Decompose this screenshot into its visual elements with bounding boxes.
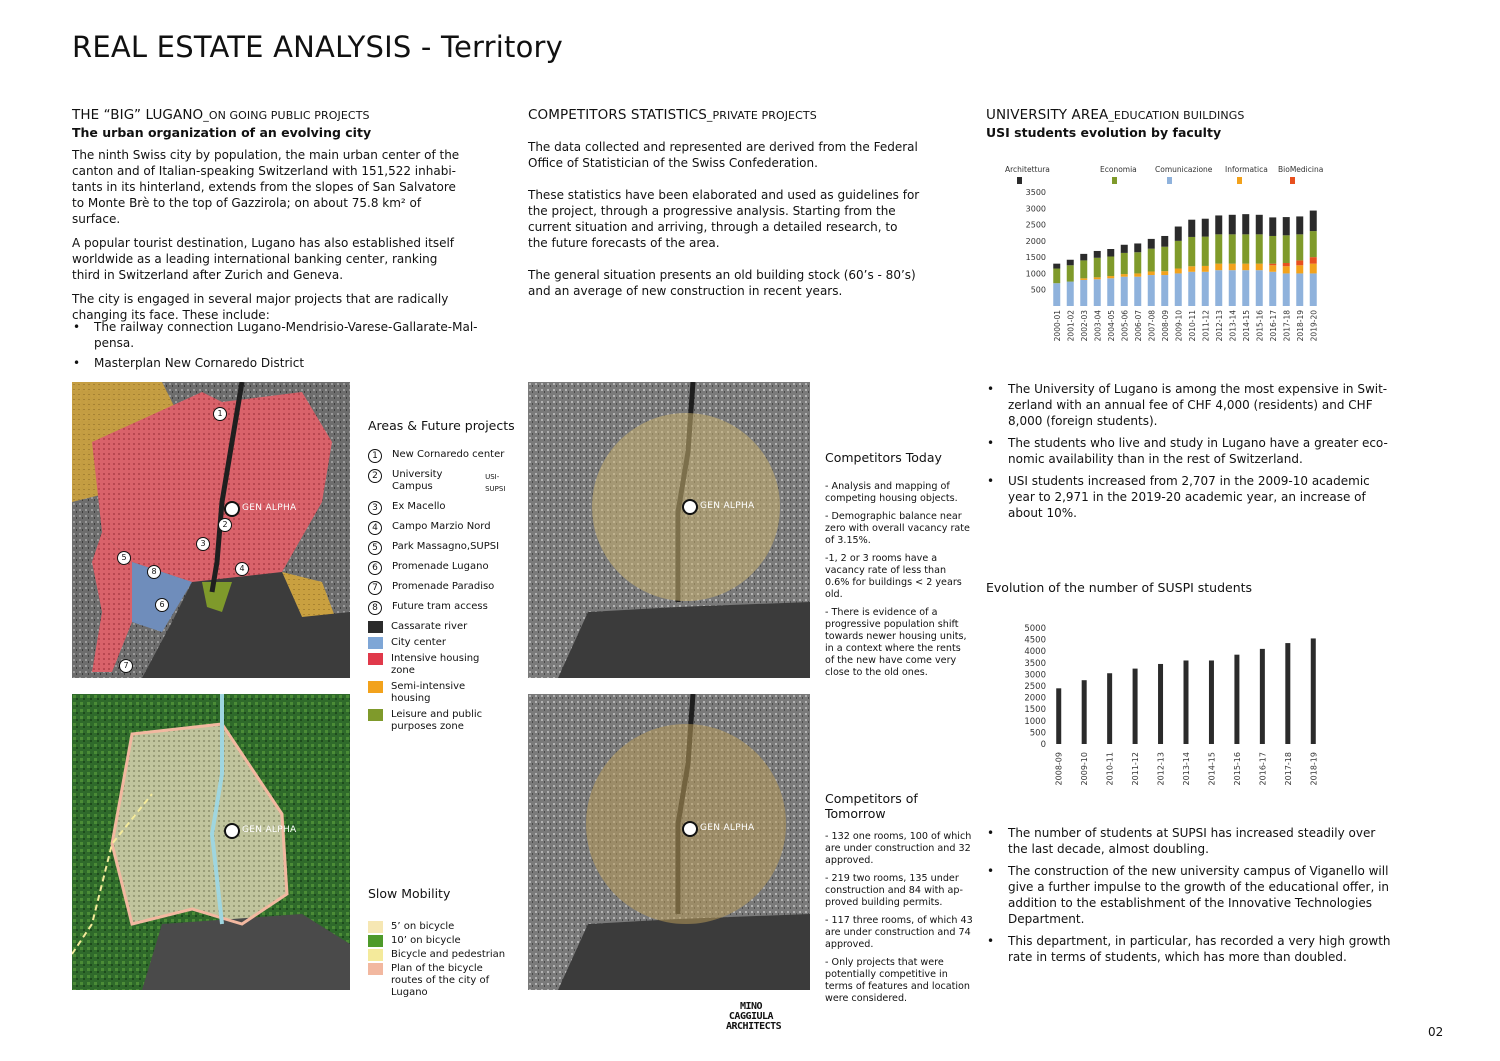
legend-item [368,621,518,633]
areas-legend-swatches [368,621,518,733]
list-item: -1, 2 or 3 rooms have a vacancy rate of less than 0.6% for buildings < 2 years old. [825,553,962,600]
map-marker-6: 6 [155,598,169,612]
y-tick-label: 1000 [1024,716,1046,727]
bar [1260,649,1265,744]
legend-label: Campo Marzio Nord [392,521,491,532]
bar [1067,282,1074,306]
page-number: 02 [1428,1025,1444,1039]
legend-label: City center [391,637,446,648]
bar [1242,214,1249,234]
list-item: - There is evidence of a progressive population shift towards newer housing units, in a context where the rents of the new have come very close to the old ones. [825,607,967,678]
bar [1053,283,1060,306]
col2-heading-small: _PRIVATE PROJECTS [706,109,817,122]
bar [1209,660,1214,744]
col1-para2: A popular tourist destination, Lugano has also established itself worldwide as a leading international banking center, ranking third in Switzerland after Zurich and Geneva. [72,236,455,282]
x-tick-label: 2017-18 [1283,752,1293,786]
legend-number: 3 [368,501,382,515]
map-marker-8: 8 [147,565,161,579]
mobility-legend-swatches [368,921,518,999]
x-tick-label: 2018-19 [1309,752,1319,786]
bar [1242,270,1249,306]
legend-number: 5 [368,541,382,555]
x-tick-label: 2014-15 [1241,310,1251,342]
bar [1080,278,1087,280]
legend-label: 5’ on bicycle [391,921,455,932]
bar [1311,638,1316,744]
bar [1188,272,1195,306]
col1-body [72,147,464,331]
x-tick-label: 2006-07 [1133,310,1143,342]
bar [1094,279,1101,306]
list-item: - 132 one rooms, 100 of which are under construction and 32 approved. [825,831,972,866]
bar [1285,643,1290,744]
competitors-today-title: Competitors Today [825,450,942,465]
col3-heading-main: UNIVERSITY AREA [986,107,1109,123]
list-item: • The construction of the new university campus of Viganello will give a further impulse to the growth of the educational offer, in addition to the establishment of the Innovative Technologies Department. [1008,863,1398,927]
legend-item [368,561,518,575]
x-tick-label: 2012-13 [1214,310,1224,342]
legend-item [368,521,518,535]
legend-swatch [368,921,383,933]
y-tick-label: 2000 [1024,693,1046,704]
areas-map [72,382,350,678]
list-item: - Only projects that were potentially competitive in terms of features and location were considered. [825,957,970,1004]
legend-label: Intensive housing zone [391,653,480,676]
bar [1229,264,1236,271]
legend-number: 1 [368,449,382,463]
x-tick-label: 2013-14 [1182,752,1191,786]
legend-item [368,681,518,705]
bar [1161,247,1168,271]
bar [1269,217,1276,236]
legend-label: Park Massagno,SUPSI [392,541,500,552]
legend-item [368,469,518,495]
bar [1107,673,1112,744]
gen-alpha-pin [682,821,698,837]
bar [1283,217,1290,235]
bar [1158,664,1163,744]
competitors-tomorrow-map-image [528,694,810,990]
x-tick-label: 2017-18 [1282,310,1292,342]
col1-subheading: The urban organization of an evolving city [72,125,372,140]
x-tick-label: 2011-12 [1131,752,1141,786]
bar [1215,270,1222,306]
legend-swatch [368,949,383,961]
bar [1283,266,1290,273]
legend-number: 8 [368,601,382,615]
legend-label: Plan of the bicycle routes of the city of Lugano [391,963,490,998]
legend-label: Comunicazione [1155,165,1213,174]
areas-legend-title: Areas & Future projects [368,418,515,433]
bar [1310,264,1317,274]
bar [1067,260,1074,266]
bar [1080,260,1087,278]
legend-item [368,935,518,947]
bar [1056,688,1061,744]
legend-label: Informatica [1225,165,1268,174]
bar [1296,234,1303,260]
x-tick-label: 2002-03 [1079,310,1089,342]
bar [1296,216,1303,234]
map-marker-3: 3 [196,537,210,551]
bar [1202,266,1209,272]
legend-label: Promenade Paradiso [392,581,495,592]
supsi-students-chart [1010,620,1340,810]
bar [1134,277,1141,306]
bar [1256,215,1263,235]
bar [1080,254,1087,261]
bar [1175,241,1182,269]
col1-header [72,107,472,140]
legend-label: Cassarate river [391,621,468,632]
x-tick-label: 2009-10 [1174,310,1184,342]
col2-para1: The data collected and represented are derived from the Federal Office of Statistician of the Swiss Confederation. [528,140,918,170]
map-marker-7: 7 [119,659,133,673]
col3-bullets-1 [986,381,1393,525]
bar [1080,280,1087,306]
bar [1229,234,1236,263]
competitors-tomorrow-map [528,694,810,990]
bar [1148,239,1155,249]
legend-label: Architettura [1005,165,1050,174]
legend-label: Leisure and public purposes zone [391,709,483,732]
bar [1202,219,1209,237]
bar [1107,278,1114,306]
y-tick-label: 1500 [1024,705,1046,716]
list-item: • This department, in particular, has recorded a very high growth rate in terms of students, which has more than doubled. [1008,933,1398,965]
bar [1202,272,1209,306]
list-item: • Masterplan New Cornaredo District [94,355,486,371]
bar [1094,258,1101,278]
y-tick-label: 2500 [1025,220,1046,230]
competitors-tomorrow-title: Competitors of Tomorrow [825,791,918,821]
legend-swatch [368,963,383,975]
bar [1256,264,1263,271]
bar [1134,273,1141,276]
bar [1269,265,1276,272]
y-tick-label: 3500 [1024,658,1046,669]
legend-swatch [1017,177,1022,184]
legend-label: 10’ on bicycle [391,935,461,946]
col3-heading-small: _EDUCATION BUILDINGS [1108,109,1245,122]
y-tick-label: 0 [1040,740,1046,750]
legend-item [368,449,518,463]
legend-swatch [368,637,383,649]
areas-map-image [72,382,350,678]
legend-swatch [368,621,383,633]
x-tick-label: 2015-16 [1232,752,1242,786]
x-tick-label: 2014-15 [1207,752,1217,786]
legend-item [368,963,518,999]
mobility-legend-title: Slow Mobility [368,886,451,901]
legend-label: Future tram access [392,601,488,612]
x-tick-label: 2005-06 [1120,310,1130,342]
y-tick-label: 4500 [1024,635,1046,646]
legend-item [368,709,518,733]
bar [1215,215,1222,234]
legend-item [368,541,518,555]
bar [1215,234,1222,263]
legend-item [368,921,518,933]
col1-bullets [72,319,486,375]
bar [1256,270,1263,306]
areas-legend-numbered [368,449,518,615]
x-tick-label: 2007-08 [1147,310,1157,342]
y-tick-label: 3500 [1025,188,1046,197]
bar [1161,275,1168,306]
legend-label: BioMedicina [1278,165,1324,174]
legend-swatch [368,681,383,693]
bar [1148,275,1155,306]
bar [1082,680,1087,744]
x-tick-label: 2003-04 [1093,310,1103,342]
bar [1283,263,1290,266]
bar [1067,265,1074,281]
bar [1242,234,1249,263]
bar [1283,273,1290,306]
col1-heading [72,107,472,123]
bar [1269,236,1276,264]
bar [1161,271,1168,275]
bar [1234,655,1239,744]
bar [1242,264,1249,271]
list-item: - 219 two rooms, 135 under construction and 84 with ap-proved building permits. [825,873,963,908]
legend-label: Promenade Lugano [392,561,489,572]
x-tick-label: 2004-05 [1106,310,1116,342]
list-item: • The University of Lugano is among the most expensive in Swit-zerland with an annual fee of CHF 4,000 (residents) and CHF 8,000 (foreign students). [1008,381,1393,429]
bar [1310,211,1317,232]
col3-subheading: USI students evolution by faculty [986,125,1222,140]
legend-label: Semi-intensive housing [391,681,466,704]
col1-heading-small: _ON GOING PUBLIC PROJECTS [203,109,370,122]
legend-item [368,637,518,649]
y-tick-label: 3000 [1024,670,1046,681]
gen-alpha-label: GEN ALPHA [700,823,755,833]
col2-heading-main: COMPETITORS STATISTICS [528,107,707,123]
list-item: - Analysis and mapping of competing housing objects. [825,481,958,504]
col2-para2: These statistics have been elaborated and used as guidelines for the project, through a progressive analysis. Starting from the current situation and arriving, through a detailed research, to the future forecasts of the area. [528,188,920,250]
list-item: - Demographic balance near zero with overall vacancy rate of 3.15%. [825,511,970,546]
competitors-tomorrow [825,791,975,1011]
x-tick-label: 2000-01 [1052,310,1062,342]
x-tick-label: 2015-16 [1255,310,1265,342]
col2-heading [528,107,928,123]
legend-item [368,581,518,595]
bar [1121,253,1128,274]
bar [1296,265,1303,273]
bar [1121,245,1128,253]
competitors-today-map-image [528,382,810,678]
bar [1310,273,1317,306]
bar [1053,269,1060,284]
legend-label: Bicycle and pedestrian [391,949,506,960]
bar [1107,249,1114,256]
bar [1121,277,1128,306]
bar [1296,273,1303,306]
x-tick-label: 2010-11 [1105,752,1115,786]
legend-item [368,949,518,961]
legend-swatch [1167,177,1172,184]
page-title: REAL ESTATE ANALYSIS - Territory [72,30,564,64]
x-tick-label: 2008-09 [1054,752,1064,786]
bar [1283,235,1290,263]
bar [1256,234,1263,263]
col3-bullets-2 [986,825,1398,969]
map-marker-1: 1 [213,407,227,421]
bar [1094,251,1101,258]
gen-alpha-label: GEN ALPHA [242,825,297,835]
col1-heading-main: THE “BIG” LUGANO [72,107,204,123]
list-item: • USI students increased from 2,707 in the 2009-10 academic year to 2,971 in the 2019-20 academic year, an increase of about 10%. [1008,473,1393,521]
legend-swatch [368,935,383,947]
y-tick-label: 5000 [1024,624,1046,634]
list-item: • The students who live and study in Lugano have a greater eco-nomic availability than in the rest of Switzerland. [1008,435,1393,467]
gen-alpha-pin [682,499,698,515]
col1-para1: The ninth Swiss city by population, the main urban center of the canton and of Italian-speaking Switzerland with 151,522 inhabi-tants in its hinterland, extends from the slopes of San Salvatore to Monte Brè to the top of Gazzirola; on about 75.8 km² of surface. [72,148,460,226]
col2-header [528,107,928,123]
bar [1310,231,1317,257]
x-tick-label: 2016-17 [1268,310,1278,342]
legend-label: New Cornaredo center [392,449,505,460]
mobility-map [72,694,350,990]
col2-body [528,139,920,307]
legend-label-suffix: USI-SUPSI [485,473,506,493]
mobility-map-image [72,694,350,990]
bar [1188,237,1195,266]
bar [1229,215,1236,235]
legend-item [368,653,518,677]
bar [1148,271,1155,275]
y-tick-label: 2000 [1025,236,1046,246]
bar [1148,249,1155,272]
legend-swatch [1290,177,1295,184]
legend-swatch [368,653,383,665]
list-item: - 117 three rooms, of which 43 are under construction and 74 approved. [825,915,973,950]
x-tick-label: 2013-14 [1228,310,1238,342]
mobility-legend [368,886,518,1001]
map-marker-2: 2 [218,518,232,532]
bar [1094,277,1101,279]
legend-item [368,601,518,615]
competitors-today [825,450,970,685]
col1-para3: The city is engaged in several major projects that are radically changing its face. These include: [72,292,449,322]
bar [1107,256,1114,276]
bar [1161,236,1168,247]
legend-swatch [1237,177,1242,184]
x-tick-label: 2001-02 [1066,310,1076,342]
legend-number: 6 [368,561,382,575]
x-tick-label: 2019-20 [1309,310,1319,342]
bar [1175,273,1182,306]
list-item: • The railway connection Lugano-Mendrisio-Varese-Gallarate-Mal-pensa. [94,319,486,351]
map-marker-5: 5 [117,551,131,565]
legend-number: 7 [368,581,382,595]
bar [1188,266,1195,272]
areas-legend [368,418,518,737]
y-tick-label: 1500 [1025,253,1046,263]
competitors-today-map [528,382,810,678]
gen-alpha-pin [224,823,240,839]
bar [1133,669,1138,744]
bar [1134,252,1141,273]
gen-alpha-label: GEN ALPHA [700,501,755,511]
y-tick-label: 4000 [1024,647,1046,658]
x-tick-label: 2016-17 [1258,752,1268,786]
supsi-chart-title: Evolution of the number of SUSPI students [986,580,1253,595]
y-tick-label: 3000 [1025,204,1046,214]
x-tick-label: 2008-09 [1160,310,1170,342]
col3-heading [986,107,1386,123]
gen-alpha-pin [224,501,240,517]
bar [1175,269,1182,274]
bar [1215,264,1222,271]
bar [1121,274,1128,277]
x-tick-label: 2009-10 [1080,752,1090,786]
legend-number: 4 [368,521,382,535]
legend-swatch [368,709,383,721]
bar [1188,220,1195,237]
list-item: • The number of students at SUPSI has increased steadily over the last decade, almost doubling. [1008,825,1398,857]
legend-swatch [1112,177,1117,184]
bar [1296,260,1303,265]
legend-label: University Campus [392,469,443,492]
legend-number: 2 [368,469,382,483]
map-marker-4: 4 [235,562,249,576]
x-tick-label: 2018-19 [1295,310,1305,342]
bar [1269,264,1276,266]
x-tick-label: 2010-11 [1187,310,1197,342]
legend-item [368,501,518,515]
bar [1184,660,1189,744]
y-tick-label: 2500 [1024,682,1046,692]
bar [1229,270,1236,306]
col3-header [986,107,1386,140]
y-tick-label: 1000 [1025,269,1046,279]
usi-faculty-chart [1000,160,1340,360]
legend-label: Ex Macello [392,501,446,512]
bar [1107,276,1114,278]
col2-para3: The general situation presents an old building stock (60’s - 80’s) and an average of new construction in recent years. [528,268,916,298]
legend-label: Economia [1100,165,1137,174]
bar [1175,227,1182,241]
gen-alpha-label: GEN ALPHA [242,503,297,513]
bar [1053,264,1060,269]
y-tick-label: 500 [1029,728,1046,739]
y-tick-label: 500 [1030,285,1046,295]
bar [1202,237,1209,266]
studio-logo: MINO CAGGIULA ARCHITECTS [726,1001,782,1032]
bar [1310,257,1317,264]
bar [1134,243,1141,252]
x-tick-label: 2012-13 [1156,752,1166,786]
x-tick-label: 2011-12 [1201,310,1211,342]
bar [1269,272,1276,306]
